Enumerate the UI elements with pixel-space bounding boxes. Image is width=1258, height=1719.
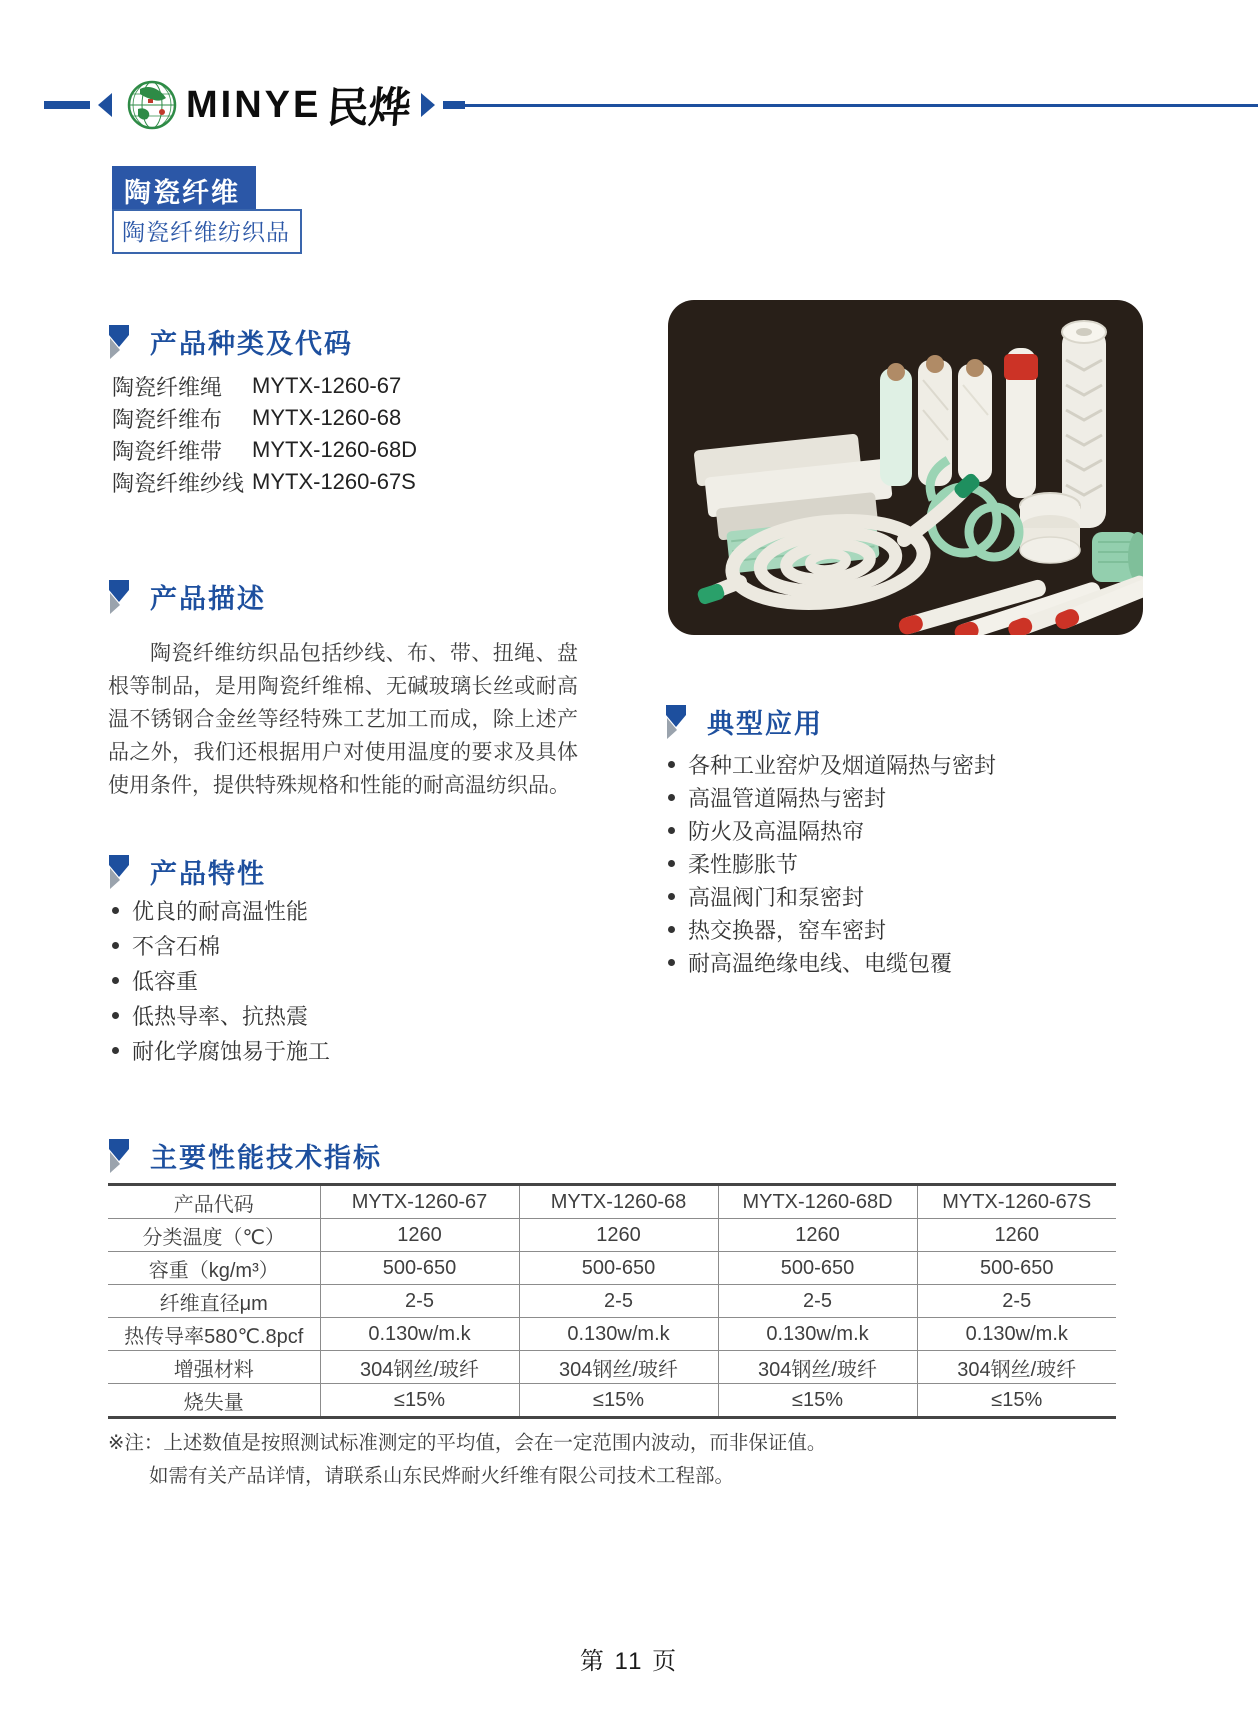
- product-type-name: 陶瓷纤维纱线: [112, 470, 245, 496]
- header-rule-right: [465, 104, 1258, 107]
- header-rule-left: [44, 101, 90, 109]
- table-cell: 0.130w/m.k: [917, 1318, 1116, 1351]
- table-header-cell: MYTX-1260-67S: [917, 1185, 1116, 1219]
- table-cell: 1260: [917, 1219, 1116, 1252]
- header-rule-dash-right: [443, 101, 465, 109]
- spec-table: [108, 1183, 1116, 1419]
- triangle-right-icon: [421, 93, 435, 117]
- table-row: [108, 1285, 1116, 1318]
- table-cell: 304钢丝/玻纤: [320, 1351, 519, 1384]
- list-item: [668, 847, 996, 880]
- list-item: [668, 814, 996, 847]
- bullet-icon: [668, 926, 675, 933]
- table-cell: 304钢丝/玻纤: [718, 1351, 917, 1384]
- note-line: ※注：上述数值是按照测试标准测定的平均值，会在一定范围内波动，而非保证值。: [108, 1432, 827, 1454]
- section-title: 产品描述: [150, 584, 266, 614]
- category-badge: 陶瓷纤维: [112, 166, 256, 218]
- list-item: [112, 998, 330, 1033]
- list-item: [112, 1033, 330, 1068]
- table-header-cell: MYTX-1260-67: [320, 1185, 519, 1219]
- section-title: 主要性能技术指标: [150, 1143, 382, 1173]
- table-cell: 1260: [718, 1219, 917, 1252]
- bullet-icon: [112, 1047, 119, 1054]
- table-cell: 0.130w/m.k: [519, 1318, 718, 1351]
- product-type-code: MYTX-1260-67S: [252, 469, 416, 494]
- table-cell: 500-650: [320, 1252, 519, 1285]
- product-type-name: 陶瓷纤维布: [112, 406, 223, 432]
- table-cell: 容重（kg/m³）: [108, 1252, 320, 1285]
- table-header-cell: MYTX-1260-68D: [718, 1185, 917, 1219]
- bullet-icon: [668, 761, 675, 768]
- bullet-icon: [668, 893, 675, 900]
- section-types-header: [108, 322, 353, 361]
- table-cell: 2-5: [917, 1285, 1116, 1318]
- features-list: [112, 893, 330, 1068]
- table-cell: ≤15%: [917, 1384, 1116, 1418]
- section-applications-header: [665, 702, 823, 741]
- section-title: 典型应用: [707, 709, 823, 739]
- bullet-icon: [112, 942, 119, 949]
- list-item: [112, 370, 417, 402]
- feature-label: 低热导率、抗热震: [132, 1004, 309, 1029]
- table-notes: [108, 1427, 826, 1493]
- application-label: 耐高温绝缘电线、电缆包覆: [688, 951, 953, 976]
- table-row: [108, 1318, 1116, 1351]
- brand-name-cn: 民烨: [325, 86, 413, 132]
- table-cell: 分类温度（℃）: [108, 1219, 320, 1252]
- product-type-code: MYTX-1260-68D: [252, 437, 418, 462]
- bullet-icon: [112, 977, 119, 984]
- product-type-code: MYTX-1260-67: [252, 373, 402, 398]
- product-type-code: MYTX-1260-68: [252, 405, 402, 430]
- page-number: 第 11 页: [579, 1648, 679, 1675]
- section-features-header: [108, 852, 266, 891]
- section-marker-icon: [108, 854, 130, 890]
- table-cell: ≤15%: [320, 1384, 519, 1418]
- table-cell: 1260: [519, 1219, 718, 1252]
- table-header-cell: 产品代码: [173, 1193, 254, 1216]
- table-row: [108, 1219, 1116, 1252]
- table-cell: 2-5: [320, 1285, 519, 1318]
- table-cell: 热传导率580℃.8pcf: [108, 1318, 320, 1351]
- table-cell: 纤维直径μm: [108, 1285, 320, 1318]
- list-item: [112, 466, 417, 498]
- table-cell: 500-650: [917, 1252, 1116, 1285]
- table-cell: 0.130w/m.k: [320, 1318, 519, 1351]
- table-cell: ≤15%: [519, 1384, 718, 1418]
- section-marker-icon: [665, 704, 687, 740]
- table-cell: 304钢丝/玻纤: [519, 1351, 718, 1384]
- feature-label: 耐化学腐蚀易于施工: [132, 1039, 331, 1064]
- feature-label: 不含石棉: [132, 934, 221, 959]
- product-type-name: 陶瓷纤维带: [112, 438, 223, 464]
- product-type-list: [112, 370, 417, 498]
- list-item: [112, 434, 417, 466]
- list-item: [112, 963, 330, 998]
- section-title: 产品种类及代码: [150, 329, 353, 359]
- table-row: [108, 1252, 1116, 1285]
- bullet-icon: [668, 794, 675, 801]
- list-item: [112, 928, 330, 963]
- bullet-icon: [668, 827, 675, 834]
- table-cell: 0.130w/m.k: [718, 1318, 917, 1351]
- globe-logo-icon: [126, 79, 178, 131]
- list-item: [668, 946, 996, 979]
- applications-list: [668, 748, 996, 979]
- triangle-left-icon: [98, 93, 112, 117]
- bullet-icon: [668, 860, 675, 867]
- table-cell: ≤15%: [718, 1384, 917, 1418]
- section-marker-icon: [108, 324, 130, 360]
- brand-header: [44, 74, 1258, 136]
- application-label: 热交换器，窑车密封: [688, 918, 887, 943]
- list-item: [668, 880, 996, 913]
- table-cell: 2-5: [519, 1285, 718, 1318]
- section-specs-header: [108, 1136, 382, 1175]
- section-description-header: [108, 577, 266, 616]
- product-photo-illustration: [668, 300, 1143, 635]
- description-paragraph: 陶瓷纤维纺织品包括纱线、布、带、扭绳、盘根等制品，是用陶瓷纤维棉、无碱玻璃长丝或耐高温不锈钢合金丝等经特殊工艺加工而成，除上述产品之外，我们还根据用户对使用温度的要求及具体使用条件，提供特殊规格和性能的耐高温纺织品。: [108, 642, 578, 797]
- application-label: 各种工业窑炉及烟道隔热与密封: [688, 753, 997, 778]
- table-cell: 2-5: [718, 1285, 917, 1318]
- table-cell: 500-650: [718, 1252, 917, 1285]
- feature-label: 优良的耐高温性能: [132, 899, 309, 924]
- table-cell: 500-650: [519, 1252, 718, 1285]
- feature-label: 低容重: [132, 969, 199, 994]
- bullet-icon: [668, 959, 675, 966]
- table-header-cell: MYTX-1260-68: [519, 1185, 718, 1219]
- subcategory-badge: 陶瓷纤维纺织品: [112, 209, 302, 254]
- list-item: [112, 402, 417, 434]
- section-title: 产品特性: [150, 859, 266, 889]
- table-row: [108, 1384, 1116, 1418]
- application-label: 防火及高温隔热帘: [688, 819, 865, 844]
- application-label: 柔性膨胀节: [688, 852, 799, 877]
- application-label: 高温阀门和泵密封: [688, 885, 865, 910]
- brand-name-en: MINYE: [186, 83, 322, 126]
- section-marker-icon: [108, 1138, 130, 1174]
- note-line: 如需有关产品详情，请联系山东民烨耐火纤维有限公司技术工程部。: [149, 1465, 735, 1487]
- table-cell: 304钢丝/玻纤: [917, 1351, 1116, 1384]
- list-item: [112, 893, 330, 928]
- list-item: [668, 781, 996, 814]
- product-photo: [668, 300, 1143, 635]
- bullet-icon: [112, 1012, 119, 1019]
- table-cell: 烧失量: [108, 1384, 320, 1418]
- table-row: [108, 1351, 1116, 1384]
- list-item: [668, 748, 996, 781]
- table-cell: 1260: [320, 1219, 519, 1252]
- table-cell: 增强材料: [108, 1351, 320, 1384]
- bullet-icon: [112, 907, 119, 914]
- product-type-name: 陶瓷纤维绳: [112, 374, 223, 400]
- section-marker-icon: [108, 579, 130, 615]
- table-row: [108, 1185, 1116, 1219]
- list-item: [668, 913, 996, 946]
- application-label: 高温管道隔热与密封: [688, 786, 887, 811]
